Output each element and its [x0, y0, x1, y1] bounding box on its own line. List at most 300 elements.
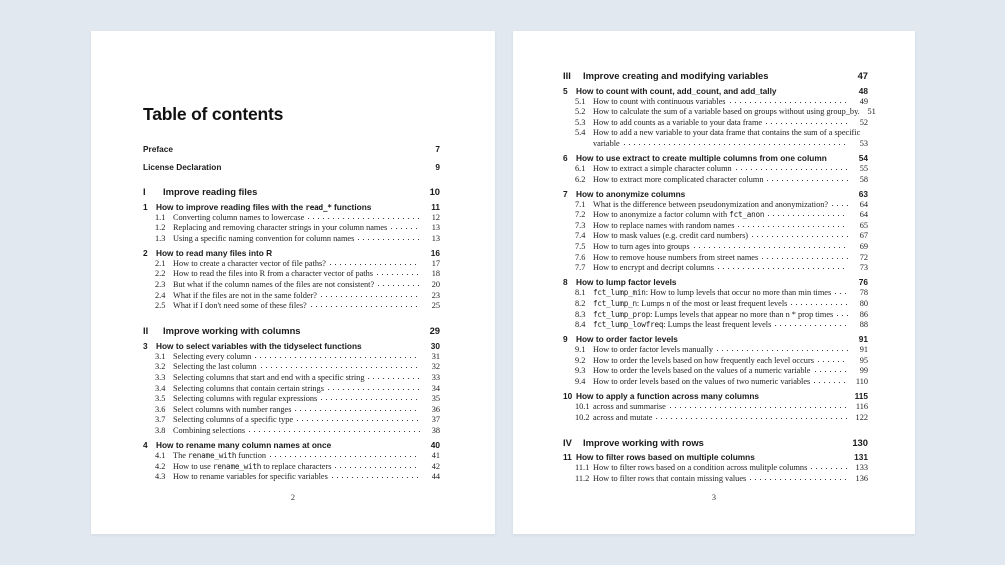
label-text: How to filter rows that contain missing values	[593, 473, 747, 483]
entry-label	[593, 310, 833, 321]
toc-entry-chapter[interactable]	[563, 452, 868, 463]
entry-number: 5.1	[575, 96, 586, 106]
toc-entry-sub[interactable]	[563, 231, 868, 242]
toc-entry-sub[interactable]	[563, 139, 868, 150]
toc-entry-chapter[interactable]	[563, 153, 868, 164]
toc-entry-sub[interactable]	[143, 384, 440, 395]
entry-page-number: 131	[854, 452, 868, 463]
entry-label	[593, 377, 810, 388]
toc-entry-sub[interactable]	[143, 259, 440, 270]
label-text: across and summarise	[593, 402, 666, 412]
entry-label	[173, 394, 317, 405]
dot-leader	[814, 382, 848, 383]
label-text: How to use extract to create multiple columns from one column	[576, 152, 827, 163]
toc-entry-sub[interactable]	[143, 213, 440, 224]
label-text: How to turn ages into groups	[593, 242, 690, 252]
entry-number: 10	[563, 391, 573, 402]
toc-entry-sub[interactable]	[143, 362, 440, 373]
entry-label	[173, 352, 251, 363]
entry-page-number: 73	[859, 263, 868, 273]
label-text: How to count with count, add_count, and add_tally	[576, 85, 777, 96]
entry-page-number: 69	[859, 242, 868, 252]
label-text: How to order levels based on the values of two numeric variables	[593, 376, 811, 386]
entry-label	[163, 186, 257, 198]
entry-page-number: 34	[431, 383, 440, 393]
dot-leader	[718, 268, 848, 269]
dot-leader	[308, 218, 420, 219]
entry-label	[173, 301, 307, 312]
toc-content-left	[91, 31, 495, 483]
toc-entry-sub[interactable]	[563, 118, 868, 129]
dot-leader	[767, 180, 848, 181]
toc-entry-sub[interactable]	[563, 288, 868, 299]
entry-page-number: 18	[431, 269, 440, 279]
label-text: Improve working with columns	[163, 325, 301, 337]
label-text: Selecting columns with regular expressions	[173, 394, 318, 404]
dot-leader	[330, 264, 420, 265]
toc-entry-sub[interactable]	[563, 413, 868, 424]
label-text: How to read the files into R from a character vector of paths	[173, 269, 373, 279]
entry-page-number: 72	[859, 252, 868, 262]
dot-leader	[766, 123, 848, 124]
entry-page-number: 64	[859, 199, 868, 209]
label-text: Preface	[143, 144, 173, 154]
toc-entry-sub[interactable]	[563, 366, 868, 377]
entry-page-number: 52	[859, 117, 868, 127]
entry-number: 2.5	[155, 301, 166, 311]
dot-leader	[297, 420, 420, 421]
entry-page-number: 130	[852, 436, 868, 448]
entry-number: 8.3	[575, 309, 586, 319]
code-text: read_*	[305, 202, 332, 212]
toc-entry-sub[interactable]	[143, 451, 440, 462]
entry-label	[593, 474, 746, 485]
toc-entry-sub[interactable]	[143, 462, 440, 473]
entry-label	[163, 325, 301, 337]
dot-leader	[255, 357, 420, 358]
entry-label	[173, 462, 331, 473]
entry-label	[173, 291, 317, 302]
entry-number: 5	[563, 85, 568, 96]
toc-entry-sub[interactable]	[563, 356, 868, 367]
entry-page-number: 67	[859, 231, 868, 241]
toc-entry-sub[interactable]	[563, 263, 868, 274]
dot-leader	[328, 389, 420, 390]
toc-entry-sub[interactable]	[563, 299, 868, 310]
entry-label	[593, 253, 758, 264]
entry-number: 2.3	[155, 279, 166, 289]
entry-number: 4.2	[155, 461, 166, 471]
entry-label	[593, 128, 860, 139]
label-text: Selecting columns of a specific type	[173, 415, 294, 425]
toc-entry-sub[interactable]	[143, 291, 440, 302]
toc-entry-chapter[interactable]	[143, 248, 440, 259]
entry-label	[173, 405, 291, 416]
entry-label	[576, 153, 827, 164]
toc-entry-front[interactable]	[143, 144, 440, 155]
entry-page-number: 48	[858, 85, 868, 96]
toc-entry-sub[interactable]	[563, 377, 868, 388]
toc-entry-part[interactable]	[563, 70, 868, 82]
label-text: to replace characters	[261, 461, 332, 471]
label-text: : How to lump levels that occur no more than min times	[645, 288, 832, 298]
entry-page-number: 88	[859, 320, 868, 330]
entry-page-number: 64	[859, 210, 868, 220]
entry-label	[173, 451, 266, 462]
entry-page-number: 47	[857, 70, 868, 81]
label-text: How to filter rows based on multiple columns	[576, 452, 755, 463]
toc-entry-part[interactable]	[143, 186, 440, 198]
entry-label	[173, 373, 364, 384]
label-text: : Lumps the least frequent levels	[663, 320, 772, 330]
toc-entry-chapter[interactable]	[563, 277, 868, 288]
toc-entry-sub[interactable]	[143, 472, 440, 483]
entry-number: 1.1	[155, 212, 166, 222]
toc-entry-part[interactable]	[143, 325, 440, 337]
entry-page-number: 35	[431, 394, 440, 404]
label-text: What if I don't need some of these files?	[173, 301, 307, 311]
dot-leader	[332, 477, 420, 478]
label-text: How to read many files into R	[156, 247, 273, 258]
entry-page-number: 122	[855, 412, 868, 422]
entry-page-number: 29	[429, 325, 440, 337]
label-text: Selecting every column	[173, 351, 252, 361]
dot-leader	[358, 239, 420, 240]
entry-page-number: 33	[431, 372, 440, 382]
entry-label	[173, 280, 374, 291]
entry-page-number: 54	[858, 152, 868, 163]
entry-label	[173, 472, 328, 483]
toc-content-right	[513, 31, 915, 484]
entry-label	[593, 231, 748, 242]
entry-number: 7.5	[575, 242, 586, 252]
entry-page-number: 17	[431, 258, 440, 268]
entry-label	[593, 366, 811, 377]
entry-number: 7.2	[575, 210, 586, 220]
label-text: How to order the levels based on the values of a numeric variable	[593, 366, 811, 376]
toc-entry-sub[interactable]	[563, 345, 868, 356]
toc-entry-chapter[interactable]	[143, 202, 440, 213]
dot-leader	[311, 306, 420, 307]
entry-number: 8.1	[575, 288, 586, 298]
entry-label	[173, 362, 257, 373]
toc-entry-sub[interactable]	[143, 415, 440, 426]
entry-label	[143, 162, 221, 173]
entry-label	[593, 320, 771, 331]
dot-leader	[295, 410, 420, 411]
entry-page-number: 30	[430, 340, 440, 351]
code-text: fct_lump_lowfreq	[593, 320, 664, 330]
entry-label	[576, 189, 685, 200]
toc-entry-chapter[interactable]	[563, 391, 868, 402]
label-text: Improve working with rows	[583, 436, 704, 448]
dot-leader	[768, 215, 848, 216]
toc-entry-front[interactable]	[143, 162, 440, 173]
entry-page-number: 65	[859, 220, 868, 230]
entry-label	[583, 70, 768, 82]
entry-number: 3.7	[155, 415, 166, 425]
dot-leader	[249, 431, 420, 432]
entry-number: I	[143, 186, 146, 197]
entry-number: 7.6	[575, 252, 586, 262]
entry-label	[173, 269, 373, 280]
dot-leader	[717, 350, 848, 351]
entry-number: 3.1	[155, 351, 166, 361]
label-text: : Lumps n of the most or least frequent levels	[636, 298, 788, 308]
entry-label	[593, 118, 762, 129]
label-text: What is the difference between pseudonymization and anonymization?	[593, 199, 829, 209]
entry-number: 9.4	[575, 376, 586, 386]
entry-label	[156, 440, 331, 451]
label-text: How to anonymize columns	[576, 188, 686, 199]
entry-label	[156, 248, 272, 259]
toc-entry-sub[interactable]	[563, 200, 868, 211]
entry-label	[593, 97, 726, 108]
label-text: How to calculate the sum of a variable based on groups without using group_by.	[593, 107, 860, 117]
entry-label	[593, 288, 831, 299]
page-number-footer-right: 3	[711, 493, 717, 502]
label-text: functions	[331, 201, 372, 212]
entry-label	[576, 277, 677, 288]
toc-entry-sub[interactable]	[563, 320, 868, 331]
dot-leader	[762, 258, 848, 259]
label-text: variable	[593, 138, 620, 148]
label-text: How to lump factor levels	[576, 277, 677, 288]
toc-entry-sub[interactable]	[143, 234, 440, 245]
entry-number: 3.4	[155, 383, 166, 393]
code-text: rename_with	[212, 461, 262, 471]
label-text: How to encrypt and decript columns	[593, 263, 714, 273]
entry-label	[576, 334, 678, 345]
dot-leader	[832, 205, 848, 206]
entry-page-number: 7	[435, 144, 440, 154]
entry-number: 10.2	[575, 412, 590, 422]
entry-label	[173, 223, 387, 234]
toc-entry-sub[interactable]	[143, 223, 440, 234]
dot-leader	[815, 371, 849, 372]
entry-number: 4.3	[155, 472, 166, 482]
entry-page-number: 136	[855, 473, 868, 483]
entry-number: 10.1	[575, 402, 590, 412]
entry-page-number: 12	[431, 212, 440, 222]
toc-entry-chapter[interactable]	[563, 86, 868, 97]
entry-page-number: 13	[431, 223, 440, 233]
toc-entries-left	[143, 144, 440, 483]
entry-number: 6.1	[575, 163, 586, 173]
entry-number: 2.4	[155, 290, 166, 300]
dot-leader	[750, 479, 848, 480]
dot-leader	[624, 144, 848, 145]
entry-number: 3.6	[155, 404, 166, 414]
entry-label	[173, 415, 293, 426]
entry-label	[173, 426, 245, 437]
entry-page-number: 91	[858, 334, 868, 345]
dot-leader	[818, 361, 848, 362]
toc-entry-sub[interactable]	[143, 394, 440, 405]
entry-number: 11.1	[575, 463, 590, 473]
dot-leader	[811, 468, 848, 469]
code-text: fct_lump_min	[593, 288, 646, 298]
toc-entry-sub[interactable]	[563, 128, 868, 139]
entry-number: 3.3	[155, 372, 166, 382]
entry-number: 2.2	[155, 269, 166, 279]
entry-number: 5.4	[575, 128, 586, 138]
toc-entry-chapter[interactable]	[143, 341, 440, 352]
entry-page-number: 110	[855, 376, 868, 386]
entry-label	[593, 463, 807, 474]
entry-label	[576, 86, 777, 97]
entry-number: II	[143, 325, 149, 337]
entry-page-number: 51	[867, 107, 876, 117]
dot-leader	[321, 296, 420, 297]
toc-entries-right	[563, 70, 876, 484]
entry-label	[593, 299, 787, 310]
dot-leader	[656, 418, 848, 419]
toc-entry-chapter[interactable]	[563, 189, 868, 200]
toc-entry-sub[interactable]	[143, 373, 440, 384]
entry-label	[593, 402, 666, 413]
entry-number: 8.2	[575, 298, 586, 308]
entry-page-number: 99	[859, 366, 868, 376]
label-text: How to add counts as a variable to your data frame	[593, 117, 763, 127]
label-text: License Declaration	[143, 161, 222, 172]
label-text: What if the files are not in the same folder?	[173, 290, 317, 300]
entry-label	[173, 384, 324, 395]
label-text: How to mask values (e.g. credit card numbers)	[593, 231, 749, 241]
label-text: How to rename many column names at once	[156, 440, 332, 450]
entry-page-number: 37	[431, 415, 440, 425]
toc-entry-sub[interactable]	[143, 280, 440, 291]
toc-entry-chapter[interactable]	[143, 440, 440, 451]
toc-entry-sub[interactable]	[563, 221, 868, 232]
label-text: How to extract more complicated character column	[593, 174, 764, 184]
label-text: How to create a character vector of file paths?	[173, 258, 326, 268]
entry-number: 9	[563, 334, 568, 345]
entry-label	[593, 210, 764, 221]
entry-label	[593, 242, 690, 253]
label-text: : Lumps levels that appear no more than n * prop times	[650, 309, 834, 319]
code-text: fct_anon	[729, 210, 765, 220]
entry-label	[593, 356, 814, 367]
entry-page-number: 80	[859, 298, 868, 308]
label-text: Combining selections	[173, 425, 246, 435]
entry-number: 8	[563, 277, 568, 288]
entry-label	[593, 164, 732, 175]
toc-entry-sub[interactable]	[563, 253, 868, 264]
label-text: How to replace names with random names	[593, 220, 735, 230]
toc-entry-sub[interactable]	[563, 474, 868, 485]
entry-page-number: 49	[859, 96, 868, 106]
label-text: Improve reading files	[163, 186, 258, 197]
entry-label	[593, 345, 713, 356]
toc-entry-sub[interactable]	[563, 175, 868, 186]
entry-number: 2.1	[155, 258, 166, 268]
code-text: fct_lump_n	[593, 298, 637, 308]
entry-page-number: 31	[431, 351, 440, 361]
label-text: How to order the levels based on how frequently each level occurs	[593, 355, 814, 365]
toc-entry-chapter[interactable]	[563, 334, 868, 345]
toc-entry-sub[interactable]	[143, 352, 440, 363]
entry-number: 3.5	[155, 394, 166, 404]
toc-title: Table of contents	[143, 104, 284, 124]
entry-page-number: 44	[431, 472, 440, 482]
entry-page-number: 55	[859, 163, 868, 173]
entry-number: 7.1	[575, 199, 586, 209]
toc-entry-sub[interactable]	[563, 164, 868, 175]
entry-number: 7.3	[575, 220, 586, 230]
toc-entry-sub[interactable]	[143, 301, 440, 312]
entry-page-number: 38	[431, 425, 440, 435]
label-text: How to apply a function across many columns	[576, 391, 760, 402]
entry-number: 11	[563, 452, 572, 463]
entry-number: 9.2	[575, 355, 586, 365]
label-text: How to anonymize a factor column with	[593, 210, 730, 220]
toc-entry-sub[interactable]	[563, 107, 876, 118]
toc-entry-sub[interactable]	[563, 310, 868, 321]
entry-page-number: 63	[858, 188, 868, 199]
entry-page-number: 76	[858, 277, 868, 288]
entry-label	[593, 200, 828, 211]
dot-leader	[730, 102, 849, 103]
entry-label	[593, 107, 860, 118]
label-text: Improve creating and modifying variables	[583, 70, 769, 81]
label-text: Select columns with number ranges	[173, 404, 292, 414]
toc-entry-sub[interactable]	[563, 402, 868, 413]
toc-entry-sub[interactable]	[563, 210, 868, 221]
toc-entry-sub[interactable]	[563, 463, 868, 474]
entry-number: 9.3	[575, 366, 586, 376]
entry-number: 4.1	[155, 451, 166, 460]
entry-page-number: 91	[859, 345, 868, 355]
label-text: How to extract a simple character column	[593, 163, 732, 173]
entry-page-number: 23	[431, 290, 440, 300]
dot-leader	[837, 315, 848, 316]
dot-leader	[736, 169, 848, 170]
document-page-right	[513, 31, 915, 534]
entry-label	[156, 341, 362, 352]
entry-page-number: 32	[431, 362, 440, 372]
dot-leader	[321, 399, 420, 400]
entry-number: 1.2	[155, 223, 166, 233]
dot-leader	[335, 467, 420, 468]
toc-entry-sub[interactable]	[563, 97, 868, 108]
entry-number: 11.2	[575, 473, 590, 483]
dot-leader	[775, 325, 848, 326]
toc-entry-sub[interactable]	[143, 426, 440, 437]
label-text: Replacing and removing character strings in your column names	[173, 223, 388, 233]
entry-number: III	[563, 70, 571, 81]
toc-entry-sub[interactable]	[143, 405, 440, 416]
entry-page-number: 78	[859, 288, 868, 298]
label-text: Selecting columns that start and end with a specific string	[173, 372, 365, 382]
dot-leader	[270, 456, 420, 457]
entry-page-number: 58	[859, 174, 868, 184]
toc-entry-sub[interactable]	[563, 242, 868, 253]
label-text: How to filter rows based on a condition across mulitple columns	[593, 463, 808, 473]
entry-label	[593, 413, 652, 424]
code-text: fct_lump_prop	[593, 309, 651, 319]
label-text: How to count with continuous variables	[593, 96, 726, 106]
entry-label	[583, 437, 704, 449]
page-number-footer-left: 2	[290, 493, 296, 502]
entry-number: 7.7	[575, 263, 586, 273]
code-text: rename_with	[187, 451, 237, 460]
toc-entry-sub[interactable]	[143, 269, 440, 280]
dot-leader	[752, 236, 848, 237]
toc-entry-part[interactable]	[563, 437, 868, 449]
entry-label	[173, 213, 304, 224]
label-text: How to rename variables for specific variables	[173, 472, 328, 482]
